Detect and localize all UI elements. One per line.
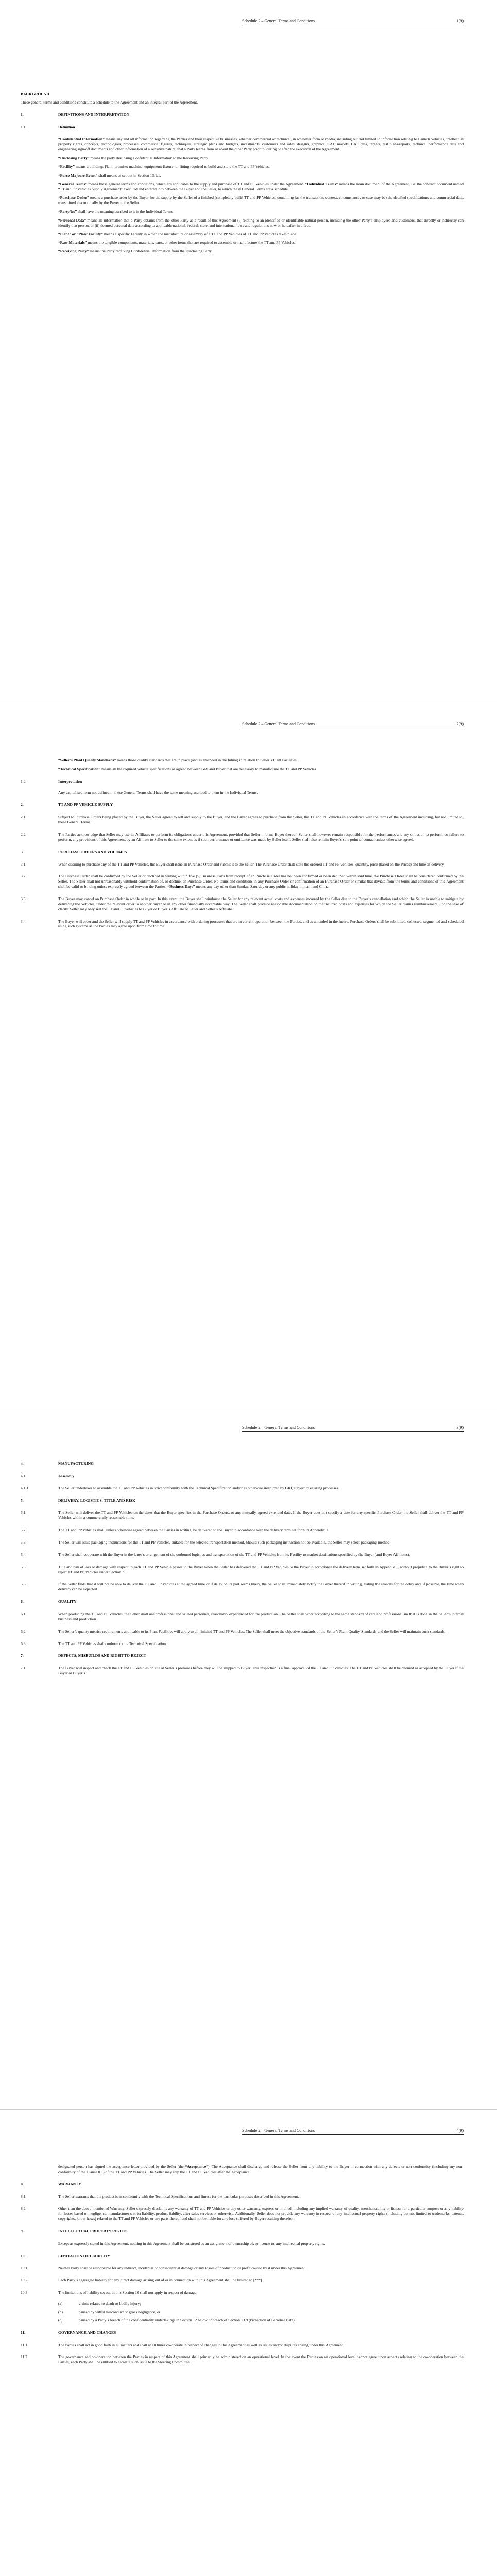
clause-number: 5.4	[21, 1552, 26, 1557]
clause-text: When producing the TT and PP Vehicles, the Seller shall use professional and skilled personnel, reasonably experienced for the production. The Seller shall work according to the same standard of care and professionalism that is done in the Seller’s internal business and production.	[58, 1612, 464, 1621]
clause-text: The Parties acknowledge that Seller may use its Affiliates to perform its obligations under this Agreement, provided that Seller informs Buyer thereof. Seller shall however remain responsible for the performance, and any omission to perform, or failure to perform, any provisions of this Agreement, by an Affiliate to Seller to the same extent as if such performance or omittance was made by Seller itself. Seller shall also remain Buyer’s sole point of contact unless otherwise agreed.	[58, 832, 464, 842]
clause-number: 6.1	[21, 1612, 26, 1617]
clause-number: 7.1	[21, 1666, 26, 1671]
section-heading: INTELLECTUAL PROPERTY RIGHTS	[58, 2229, 128, 2234]
clause-number: 5.1	[21, 1510, 26, 1515]
page-number: 2(9)	[456, 722, 464, 726]
section-number: 9.	[21, 2229, 24, 2234]
section-heading: DELIVERY, LOGISTICS, TITLE AND RISK	[58, 1498, 135, 1503]
definition: “Party/ies” shall have the meaning ascribed to it in the Individual Terms.	[58, 209, 174, 214]
clause-heading: Assembly	[58, 1473, 75, 1478]
definition: “Raw Materials” means the tangible components, materials, parts, or other items that are required to assemble or manufacture the TT and PP Vehicles.	[58, 240, 296, 245]
section-number: 3.	[21, 849, 24, 854]
definition: “Facility” means a building; Plant; premise; machine; equipment; fixture; or fitting required to build and store the TT and PP Vehicles.	[58, 164, 270, 169]
clause-number: 3.1	[21, 861, 26, 867]
section-number: 7.	[21, 1653, 24, 1658]
page-body	[21, 92, 464, 258]
page-body	[21, 2164, 464, 2372]
clause-text: The governance and co-operation between the Parties in respect of this Agreement shall primarily be administered on an operational level. In the event the Parties on an operational level cannot agree upon aspects relating to the co-operation between the Parties, each Party shall be entitled to escalate such issue to the Steering Committee.	[58, 2354, 464, 2365]
clause-number: 4.1.1	[21, 1485, 29, 1490]
section-heading: MANUFACTURING	[58, 1461, 94, 1466]
clause-text: Subject to Purchase Orders being placed by the Buyer, the Seller agrees to sell and supply to the Buyer, and the Buyer agrees to purchase from the Seller, the TT and PP Vehicles in accordance with the terms of the Agreement including, but not limited to, these General Terms.	[58, 815, 464, 825]
section-number: 8.	[21, 2181, 24, 2187]
clause-number: 10.1	[21, 2265, 28, 2270]
clause-text: The Buyer will order and the Seller will supply TT and PP Vehicles in accordance with ordering processes that are in current operation between the Parties, and as amended in the future. Purchase Orders shall be submitted, collected, segmented and scheduled using such systems as the Parties may agree upon from time to time.	[58, 919, 464, 929]
clause-number: 5.6	[21, 1582, 26, 1587]
clause-number: 11.1	[21, 2342, 28, 2347]
clause-number: 2.1	[21, 815, 26, 820]
section-number: 4.	[21, 1461, 24, 1466]
clause-text: The Seller shall cooperate with the Buyer in the latter’s arrangement of the outbound logistics and transportation of the TT and PP Vehicles from its Facility to market destinations specified by the Buyer (and Buyer Affiliates).	[58, 1552, 410, 1557]
clause-number: 8.1	[21, 2194, 26, 2199]
clause-text: Other than the above-mentioned Warranty, Seller expressly disclaims any warranty of TT and PP Vehicles or any other warranty, express or implied, including any implied warranty of quality, merchantability or fitness for a particular purpose or any liability for losses based on negligence, manufacturer’s strict liability, product liability, after-sales services or otherwise. Additionally, Seller does not provide any warranty in respect of any intellectual property rights (including but not limited to trademarks, patents, copyrights, know-hows) related to the TT and PP Vehicles or any parts thereof and shall not be liable for any loss suffered by Buyer resulting therefrom.	[58, 2206, 464, 2222]
page-number: 1(9)	[456, 19, 464, 23]
clause-text: The Buyer may cancel an Purchase Order in whole or in part. In this event, the Buyer shall reimburse the Seller for any relevant actual costs and expenses incurred by the Seller due to the Buyer’s cancellation and which the Seller is unable to mitigate by delivering the Vehicles, under the relevant order to another buyer or in any other financially acceptable way. The Seller shall produce reasonable documentation on the incurred costs and expenses for which the Seller claims reimbursement. For the sake of clarity, Seller may only sell the TT and PP vehicles to Buyer or Buyer’s Affiliate or Seller and Seller’s Affiliate.	[58, 896, 464, 911]
page-body	[21, 758, 464, 936]
clause-text: The Parties shall act in good faith in all matters and shall at all times co-operate in respect of changes to this Agreement as well as issues and/or disputes arising under this Agreement.	[58, 2342, 344, 2347]
section-number: 1.	[21, 112, 24, 117]
clause-number: 6.3	[21, 1641, 26, 1646]
list-item: (c) caused by a Party’s breach of the confidentiality undertakings in Section 12 below or breach of Section 13.9 (Protection of Personal Data).	[58, 2317, 296, 2323]
clause-number: 3.2	[21, 874, 26, 879]
clause-text: The Purchase Order shall be confirmed by the Seller or declined in writing within five (5) Business Days from receipt. If an Purchase Order has not been confirmed or been declined within said time, the Purchase Order shall be considered confirmed by the Seller. The Seller shall not unreasonably withhold confirmation of, or decline, an Purchase Order. No terms and conditions in any Purchase Order or confirmation of an Purchase Order or similar that deviate from the terms and conditions of this Agreement shall be valid or binding unless expressly agreed between the Parties. “Business Days” means any day other than Sunday, Saturday or any public holiday in mainland China.	[58, 874, 464, 889]
definition: “Plant” or “Plant Facility” means a specific Facility in which the manufacture or assembly of a TT and PP Vehicles of TT and PP Vehicles takes place.	[58, 231, 297, 236]
section-number: 11.	[21, 2330, 26, 2335]
header-rule	[242, 1431, 464, 1432]
page-2	[0, 703, 497, 1406]
paragraph: Any capitalised term not defined in these General Terms shall have the same meaning ascribed to them in the Individual Terms.	[58, 790, 258, 795]
page-number: 3(9)	[456, 1425, 464, 1430]
clause-number: 3.4	[21, 919, 26, 924]
page-number: 4(9)	[456, 2128, 464, 2133]
clause-text: Title and risk of loss or damage with respect to each TT and PP Vehicle passes to the Buyer when the Seller has delivered the TT and PP Vehicles to the Buyer in accordance the delivery term set forth in Appendix 1, without prejudice to the Buyer’s right to reject TT and PP Vehicles under Section 7.	[58, 1564, 464, 1574]
definition: “Seller’s Plant Quality Standards” means those quality standards that are in place (and as amended in the future) in relation to Seller’s Plant Facilities.	[58, 758, 298, 762]
section-heading: TT AND PP VEHICLE SUPPLY	[58, 802, 113, 807]
clause-heading: Interpretation	[58, 778, 82, 784]
section-heading: DEFECTS, MISBUILDS AND RIGHT TO REJECT	[58, 1653, 146, 1658]
clause-number: 3.3	[21, 896, 26, 902]
clause-text: The limitations of liability set out in this Section 10 shall not apply in respect of damage;	[58, 2290, 198, 2295]
definition: “General Terms” means these general terms and conditions, which are applicable to the supply and purchase of TT and PP Vehicles under the Agreement. “Individual Terms” means the main document of the Agreement, i.e. the contract document named “TT and PP Vehicles Supply Agreement” executed and entered into between the Buyer and the Seller, to which these General Terms are a schedule.	[58, 181, 464, 192]
page-1	[0, 0, 497, 703]
section-heading: DEFINITIONS AND INTERPRETATION	[58, 112, 130, 117]
definition: “Force Majeure Event” shall means as set out in Section 13.1.1.	[58, 173, 161, 178]
clause-number: 6.2	[21, 1629, 26, 1634]
section-number: 5.	[21, 1498, 24, 1503]
paragraph: These general terms and conditions constitute a schedule to the Agreement and an integral part of the Agreement.	[21, 99, 198, 105]
clause-number: 8.2	[21, 2206, 26, 2211]
clause-number: 5.3	[21, 1540, 26, 1545]
definition: “Purchase Order” means a purchase order by the Buyer for the supply by the Seller of a finished (completely built) TT and PP Vehicles, containing (as the transaction, context, circumstance, or case may be) the detailed specifications and commercial data, transmitted electronically by the Buyer to the Seller.	[58, 195, 464, 206]
page-3	[0, 1406, 497, 2110]
clause-text: The Seller will issue packaging instructions for the TT and PP Vehicles, suitable for the selected transportation method. Should such packaging instruction not be available, the Seller may select packaging method.	[58, 1540, 391, 1545]
paragraph: designated person has signed the acceptance letter provided by the Seller (the “Acceptance”). The Acceptance shall discharge and release the Seller from any liability to the Buyer in connection with any defects or non-conformity (including any non-conformity of the Clause 8.1) of the TT and PP Vehicles. The Seller may ship the TT and PP Vehicles after the Acceptance.	[58, 2164, 464, 2174]
section-number: 6.	[21, 1599, 24, 1604]
clause-number: 5.2	[21, 1528, 26, 1533]
section-number: 2.	[21, 802, 24, 807]
clause-text: The Seller warrants that the product is in conformity with the Technical Specifications and fitness for the particular purposes described in this Agreement.	[58, 2194, 299, 2199]
section-heading: QUALITY	[58, 1599, 77, 1604]
clause-number: 1.1	[21, 124, 26, 129]
clause-heading: Definition	[58, 124, 75, 129]
header-title: Schedule 2 – General Terms and Conditions	[242, 19, 315, 23]
clause-number: 1.2	[21, 778, 26, 784]
clause-text: The Seller will deliver the TT and PP Vehicles on the dates that the Buyer specifies in the Purchase Orders, or any mutually agreed extended date. If the Buyer does not specify a date for any specific Purchase Order, the Seller shall deliver the TT and PP Vehicles within a commercially reasonable time.	[58, 1510, 464, 1520]
definition: “Personal Data” means all information that a Party obtains from the other Party as a result of this Agreement (i) relating to an identified or identifiable natural person, including the other Party’s employees and customers, that directly or indirectly can identify that person, or (ii) deemed personal data according to applicable national, federal, state, and international laws and regulations now or hereafter in effect.	[58, 217, 464, 228]
definition: “Confidential Information” means any and all information regarding the Parties and their respective businesses, whether commercial or technical, in whatever form or media, including but not limited to information relating to Launch Vehicles, intellectual property rights, concepts, technologies, processes, commercial figures, techniques, strategic plans and budgets, investments, customers and sales, designs, graphics, CAD models, CAE data, targets, test plans/reports, technical performance data and engineering sign-off documents and other information of a sensitive nature, that a Party learns from or about the other Party prior to, during or after the execution of the Agreement.	[58, 137, 464, 152]
section-heading: BACKGROUND	[21, 92, 49, 96]
clause-number: 10.3	[21, 2290, 28, 2295]
clause-text: If the Seller finds that it will not be able to deliver the TT and PP Vehicles at the agreed time or if delay on its part seems likely, the Seller shall immediately notify the Buyer thereof in writing, stating the reasons for the delay and, if possible, the time when delivery can be expected.	[58, 1582, 464, 1592]
section-number: 10.	[21, 2253, 26, 2258]
clause-number: 10.2	[21, 2278, 28, 2283]
clause-number: 5.5	[21, 1564, 26, 1569]
clause-number: 4.1	[21, 1473, 26, 1478]
page-4	[0, 2110, 497, 2576]
section-heading: GOVERNANCE AND CHANGES	[58, 2330, 116, 2335]
definition: “Receiving Party” means the Party receiving Confidential Information from the Disclosing Party.	[58, 249, 213, 254]
list-item: (a) claims related to death or bodily injury;	[58, 2301, 141, 2307]
definition: “Technical Specification” means all the required vehicle specifications as agreed between GRI and Buyer that are necessary to manufacture the TT and PP Vehicles.	[58, 766, 317, 771]
clause-text: Neither Party shall be responsible for any indirect, incidental or consequential damage or any losses of production or profit caused by it under this Agreement.	[58, 2265, 306, 2270]
list-item: (b) caused by wilful misconduct or gross negligence, or	[58, 2310, 161, 2315]
header-rule	[242, 2134, 464, 2135]
header-title: Schedule 2 – General Terms and Conditions	[242, 1425, 315, 1430]
clause-text: The TT and PP Vehicles shall, unless otherwise agreed between the Parties in writing, be delivered to the Buyer in accordance with the delivery term set forth in Appendix 1.	[58, 1528, 329, 1533]
clause-text: The Seller’s quality metrics requirements applicable to its Plant Facilities will apply to all finished TT and PP Vehicles. The Seller shall meet the objective standards of the Seller’s Plant Quality Standards and the Seller will maintain such standards.	[58, 1629, 446, 1634]
clause-text: Each Party’s aggregate liability for any direct damage arising out of or in connection with this Agreement shall be limited to [***].	[58, 2278, 263, 2283]
clause-number: 2.2	[21, 832, 26, 837]
page-body	[21, 1461, 464, 1683]
section-heading: PURCHASE ORDERS AND VOLUMES	[58, 849, 127, 854]
section-heading: WARRANTY	[58, 2181, 81, 2187]
clause-text: When desiring to purchase any of the TT and PP Vehicles, the Buyer shall issue an Purchase Order and submit it to the Seller. The Purchase Order shall state the ordered TT and PP Vehicles, quantity, price (based on the Prices) and time of delivery.	[58, 861, 445, 867]
clause-text: The Seller undertakes to assemble the TT and PP Vehicles in strict conformity with the Technical Specification and/or as otherwise instructed by GRI, subject to existing processes.	[58, 1485, 339, 1490]
clause-text: The Buyer will inspect and check the TT and PP Vehicles on site at Seller’s premises before they will be shipped to Buyer. This inspection is a final approval of the TT and PP Vehicles. The TT and PP Vehicles shall be deemed as accepted by the Buyer if the Buyer or Buyer’s	[58, 1666, 464, 1676]
header-title: Schedule 2 – General Terms and Conditions	[242, 2128, 315, 2133]
section-heading: LIMITATION OF LIABILITY	[58, 2253, 111, 2258]
clause-text: The TT and PP Vehicles shall conform to the Technical Specification.	[58, 1641, 167, 1646]
clause-number: 11.2	[21, 2354, 28, 2360]
definition: “Disclosing Party” means the party disclosing Confidential Information to the Receiving Party.	[58, 156, 209, 161]
header-title: Schedule 2 – General Terms and Conditions	[242, 722, 315, 726]
paragraph: Except as expressly stated in this Agreement, nothing in this Agreement shall be construed as an assignment of ownership of, or license to, any intellectual property rights.	[58, 2241, 325, 2246]
